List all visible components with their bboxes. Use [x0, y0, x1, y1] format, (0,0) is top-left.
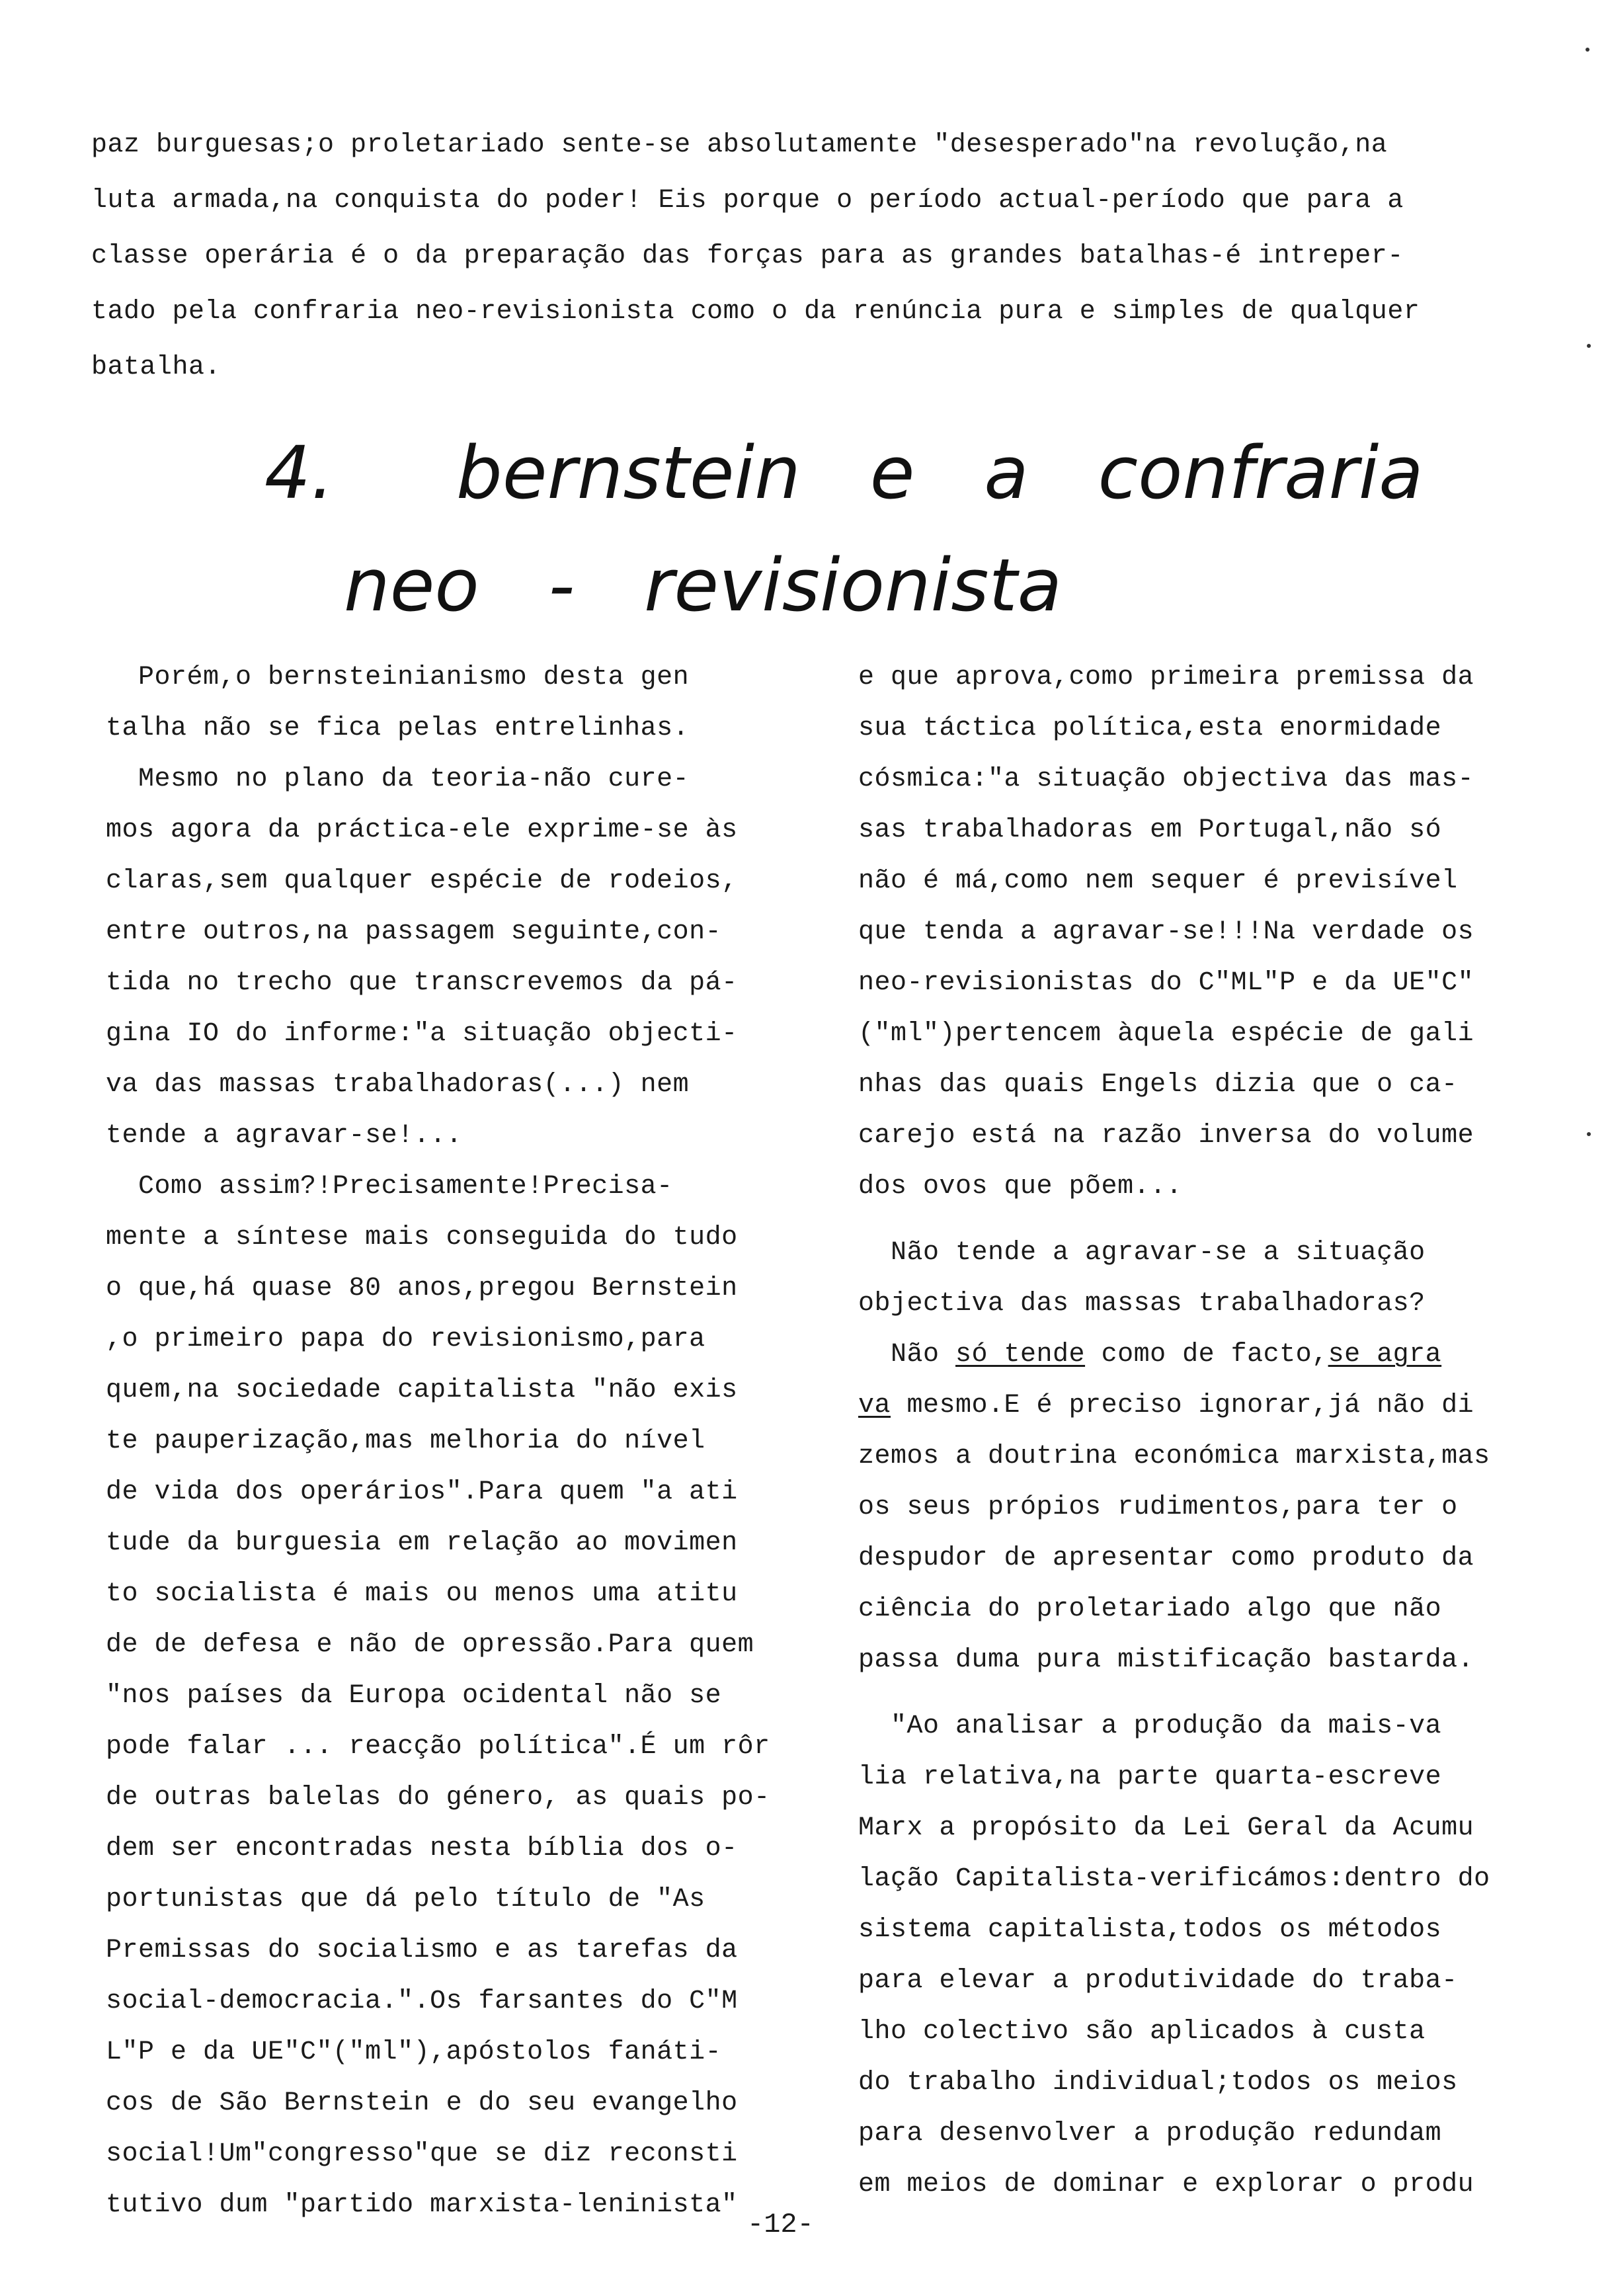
left-line: mos agora da práctica-ele exprime-se às — [106, 815, 738, 845]
right-line: lia relativa,na parte quarta-escreve — [858, 1762, 1442, 1792]
left-line: to socialista é mais ou menos uma atitu — [106, 1579, 738, 1609]
right-line-underlined — [858, 1342, 1441, 1368]
underlined-phrase: se agra — [1328, 1340, 1442, 1370]
scan-speck — [1587, 1132, 1591, 1136]
right-line: lho colectivo são aplicados à custa — [858, 2017, 1426, 2047]
left-line: Porém,o bernsteinianismo desta gen — [106, 663, 690, 692]
left-line: tude da burguesia em relação ao movimen — [106, 1528, 738, 1558]
right-line: carejo está na razão inversa do volume — [858, 1121, 1474, 1151]
right-line: do trabalho individual;todos os meios — [858, 2068, 1458, 2098]
left-line: social!Um"congresso"que se diz reconsti — [106, 2139, 738, 2169]
left-line: portunistas que dá pelo título de "As — [106, 1885, 705, 1914]
right-line-underlined — [858, 1393, 1474, 1419]
left-line: de vida dos operários".Para quem "a ati — [106, 1477, 738, 1507]
right-line: sas trabalhadoras em Portugal,não só — [858, 815, 1442, 845]
right-line: objectiva das massas trabalhadoras? — [858, 1289, 1426, 1319]
section-number: 4. — [264, 430, 334, 515]
right-line: "Ao analisar a produção da mais-va — [858, 1711, 1442, 1741]
left-line: tida no trecho que transcrevemos da pá- — [106, 968, 738, 998]
left-line: de outras balelas do género, as quais po- — [106, 1783, 770, 1813]
right-line: para elevar a produtividade do traba- — [858, 1966, 1458, 1996]
right-line: para desenvolver a produção redundam — [858, 2119, 1442, 2149]
underlined-phrase: só tende — [955, 1340, 1086, 1370]
left-line: Mesmo no plano da teoria-não cure- — [106, 764, 690, 794]
left-line: Premissas do socialismo e as tarefas da — [106, 1936, 738, 1965]
intro-line: paz burguesas;o proletariado sente-se absolutamente "desesperado"na revolução,na — [91, 130, 1388, 160]
page-number: -12- — [747, 2209, 814, 2240]
right-line: lação Capitalista-verificámos:dentro do — [858, 1864, 1490, 1894]
left-line: claras,sem qualquer espécie de rodeios, — [106, 866, 738, 896]
right-line: passa duma pura mistificação bastarda. — [858, 1645, 1474, 1675]
left-line: de de defesa e não de opressão.Para quem — [106, 1630, 754, 1660]
intro-line: tado pela confraria neo-revisionista como o da renúncia pura e simples de qualquer — [91, 297, 1420, 327]
left-line: pode falar ... reacção política".É um rôr — [106, 1732, 770, 1762]
left-line: dem ser encontradas nesta bíblia dos o- — [106, 1834, 738, 1864]
right-line: em meios de dominar e explorar o produ — [858, 2170, 1474, 2199]
right-line: dos ovos que põem... — [858, 1172, 1183, 1202]
right-line: que tenda a agravar-se!!!Na verdade os — [858, 917, 1474, 947]
right-line: sua táctica política,esta enormidade — [858, 714, 1442, 743]
left-line: L"P e da UE"C"("ml"),apóstolos fanáti- — [106, 2037, 722, 2067]
right-line: Marx a propósito da Lei Geral da Acumu — [858, 1813, 1474, 1843]
scan-speck — [1587, 344, 1591, 348]
left-line: o que,há quase 80 anos,pregou Bernstein — [106, 1274, 738, 1303]
right-line: Não tende a agravar-se a situação — [858, 1238, 1426, 1268]
left-line: quem,na sociedade capitalista "não exis — [106, 1375, 738, 1405]
left-line: gina IO do informe:"a situação objecti- — [106, 1019, 738, 1049]
left-line: ,o primeiro papa do revisionismo,para — [106, 1325, 705, 1354]
right-line: não é má,como nem sequer é previsível — [858, 866, 1458, 896]
section-title-line-1: bernstein e a confraria — [456, 430, 1424, 515]
text-run: mesmo.E é preciso ignorar,já não di — [891, 1391, 1474, 1420]
left-line: va das massas trabalhadoras(...) nem — [106, 1070, 690, 1100]
left-line: tutivo dum "partido marxista-leninista" — [106, 2190, 738, 2220]
right-line: despudor de apresentar como produto da — [858, 1543, 1474, 1573]
right-line: ciência do proletariado algo que não — [858, 1594, 1442, 1624]
right-line: e que aprova,como primeira premissa da — [858, 663, 1474, 692]
text-run: como de facto, — [1085, 1340, 1328, 1370]
intro-line: batalha. — [91, 352, 221, 382]
right-line: cósmica:"a situação objectiva das mas- — [858, 764, 1474, 794]
left-line: mente a síntese mais conseguida do tudo — [106, 1223, 738, 1252]
left-line: te pauperização,mas melhoria do nível — [106, 1426, 705, 1456]
left-line: "nos países da Europa ocidental não se — [106, 1681, 722, 1711]
right-line: nhas das quais Engels dizia que o ca- — [858, 1070, 1458, 1100]
right-line: ("ml")pertencem àquela espécie de gali — [858, 1019, 1474, 1049]
left-line: Como assim?!Precisamente!Precisa- — [106, 1172, 673, 1202]
left-line: cos de São Bernstein e do seu evangelho — [106, 2088, 738, 2118]
left-line: tende a agravar-se!... — [106, 1121, 463, 1151]
right-line: os seus própios rudimentos,para ter o — [858, 1493, 1458, 1522]
intro-line: classe operária é o da preparação das forças para as grandes batalhas-é intreper- — [91, 241, 1404, 271]
right-line: zemos a doutrina económica marxista,mas — [858, 1442, 1490, 1471]
left-line: talha não se fica pelas entrelinhas. — [106, 714, 690, 743]
left-line: social-democracia.".Os farsantes do C"M — [106, 1987, 738, 2016]
intro-line: luta armada,na conquista do poder! Eis porque o período actual-período que para a — [91, 186, 1404, 216]
section-title-line-2: neo - revisionista — [344, 543, 1063, 628]
right-line: neo-revisionistas do C"ML"P e da UE"C" — [858, 968, 1474, 998]
scan-speck — [1586, 48, 1589, 52]
left-line: entre outros,na passagem seguinte,con- — [106, 917, 722, 947]
text-run: Não — [858, 1340, 956, 1370]
right-line: sistema capitalista,todos os métodos — [858, 1915, 1442, 1945]
underlined-phrase: va — [858, 1391, 891, 1420]
